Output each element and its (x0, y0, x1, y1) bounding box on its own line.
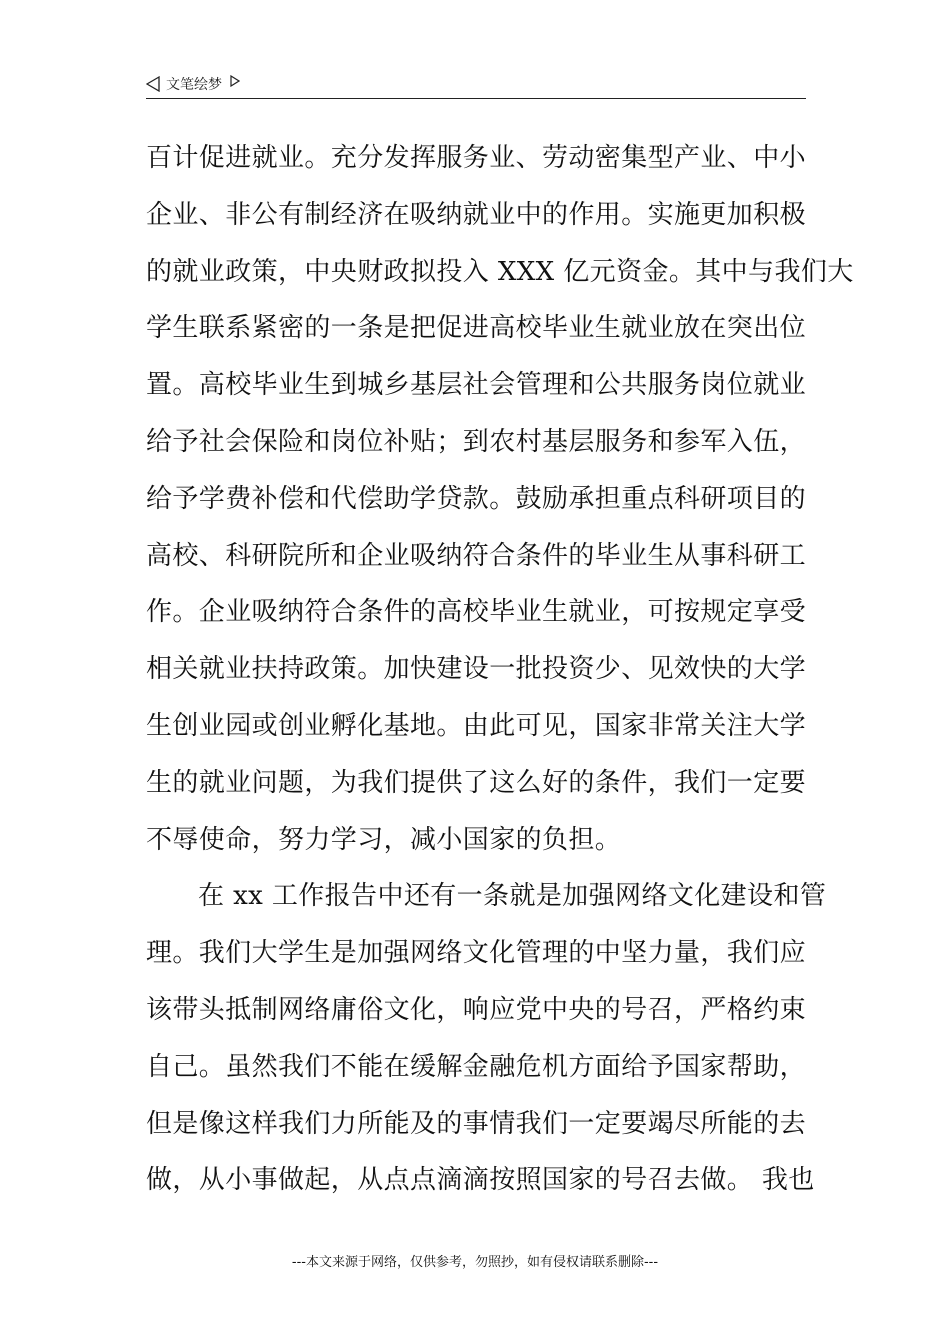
text-line: 该带头抵制网络庸俗文化，响应党中央的号召，严格约束 (146, 994, 807, 1025)
header-title: 文笔绘梦 (166, 77, 222, 93)
text-line: 企业、非公有制经济在吸纳就业中的作用。实施更加积极 (146, 199, 807, 230)
text-line: 自己。虽然我们不能在缓解金融危机方面给予国家帮助， (146, 1051, 807, 1082)
header-brand (146, 74, 240, 94)
text-line: 生创业园或创业孵化基地。由此可见，国家非常关注大学 (146, 710, 807, 741)
text-line: 但是像这样我们力所能及的事情我们一定要竭尽所能的去 (146, 1108, 807, 1139)
text-line: 百计促进就业。充分发挥服务业、劳动密集型产业、中小 (146, 143, 807, 173)
text-line: 不辱使命，努力学习，减小国家的负担。 (146, 824, 622, 855)
page-footer-notice: ---本文来源于网络，仅供参考，勿照抄，如有侵权请联系删除--- (291, 1255, 659, 1270)
text-line: 给予社会保险和岗位补贴；到农村基层服务和参军入伍， (146, 426, 807, 457)
paragraph-1 (146, 130, 854, 868)
text-line: 作。企业吸纳符合条件的高校毕业生就业，可按规定享受 (146, 597, 807, 628)
text-line: 在 xx 工作报告中还有一条就是加强网络文化建设和管 (198, 881, 827, 912)
triangle-left-icon (146, 76, 160, 92)
text-line: 学生联系紧密的一条是把促进高校毕业生就业放在突出位 (146, 313, 807, 344)
page-header (146, 72, 806, 99)
triangle-right-icon (230, 75, 240, 87)
text-line: 高校、科研院所和企业吸纳符合条件的毕业生从事科研工 (146, 540, 807, 571)
text-line: 相关就业扶持政策。加快建设一批投资少、见效快的大学 (146, 654, 807, 685)
text-line: 生的就业问题，为我们提供了这么好的条件，我们一定要 (146, 767, 807, 798)
text-line: 给予学费补偿和代偿助学贷款。鼓励承担重点科研项目的 (146, 483, 807, 514)
text-line: 的就业政策，中央财政拟投入 XXX 亿元资金。其中与我们大 (146, 256, 854, 287)
text-line: 置。高校毕业生到城乡基层社会管理和公共服务岗位就业 (146, 370, 807, 401)
paragraph-2 (146, 868, 827, 1209)
text-line: 做，从小事做起，从点点滴滴按照国家的号召去做。 我也 (146, 1165, 815, 1196)
text-line: 理。我们大学生是加强网络文化管理的中坚力量，我们应 (146, 938, 807, 969)
document-body (146, 130, 854, 1209)
